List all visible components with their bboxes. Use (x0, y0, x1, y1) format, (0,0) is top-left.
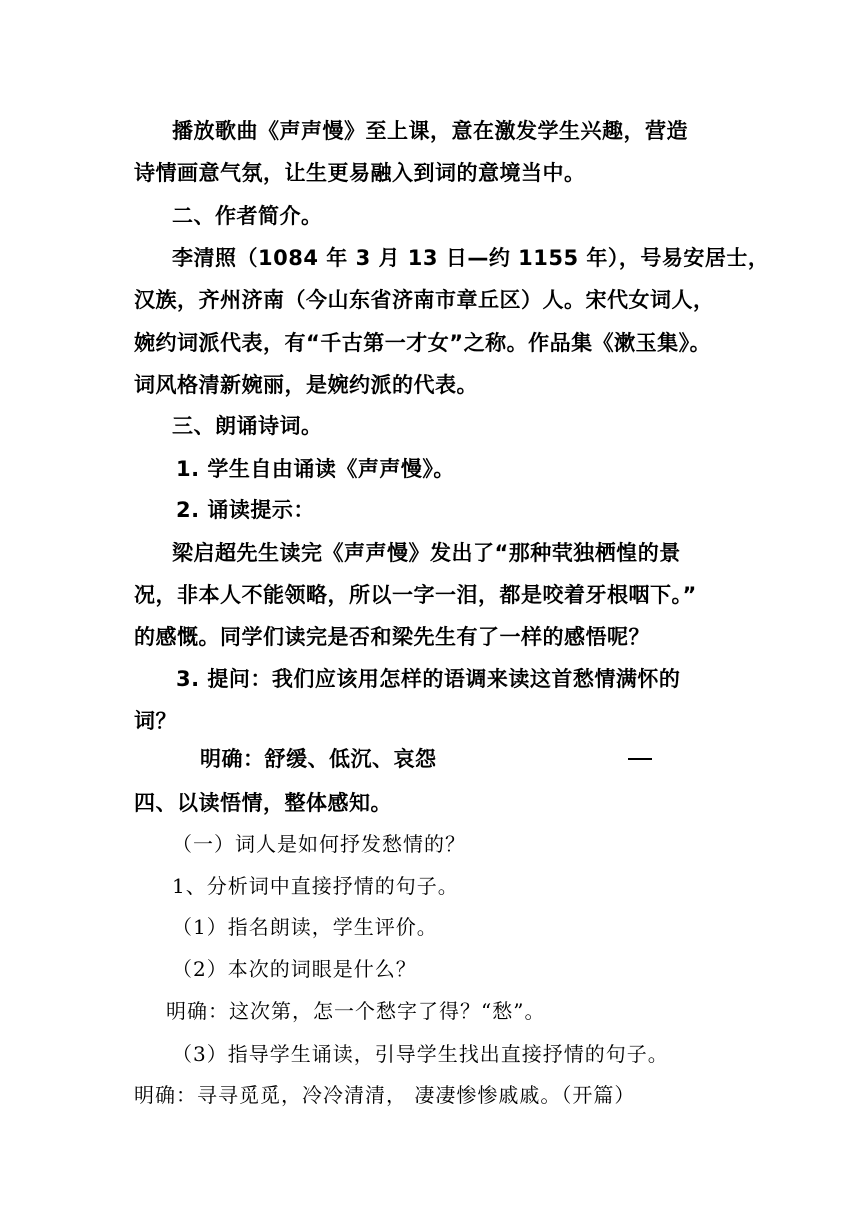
paragraph1-line1: 播放歌曲《声声慢》至上课，意在激发学生兴趣，营造 (172, 119, 688, 143)
section2-heading: 二、作者简介。 (172, 204, 323, 228)
recite-answer: 明确：舒缓、低沉、哀怨 (200, 747, 437, 771)
author-intro-line4: 词风格清新婉丽，是婉约派的代表。 (134, 373, 478, 397)
recite-tip-line2: 况，非本人不能领略，所以一字一泪，都是咬着牙根咽下。” (134, 583, 697, 607)
recite-item2: 2. 诵读提示： (176, 498, 315, 522)
recite-tip-line3: 的感慨。同学们读完是否和梁先生有了一样的感悟呢？ (134, 625, 650, 649)
recite-item1: 1. 学生自由诵读《声声慢》。 (176, 457, 455, 481)
section4-heading: 四、以读悟情，整体感知。 (134, 791, 392, 815)
section3-heading: 三、朗诵诗词。 (172, 414, 323, 438)
author-intro-line2: 汉族，齐州济南（今山东省济南市章丘区）人。宋代女词人， (134, 288, 715, 312)
author-intro-line3: 婉约词派代表，有“千古第一才女”之称。作品集《漱玉集》。 (134, 331, 712, 355)
paragraph1-line2: 诗情画意气氛，让生更易融入到词的意境当中。 (134, 161, 586, 185)
part1-answer2: 明确：这次第，怎一个愁字了得？“愁”。 (166, 999, 546, 1023)
recite-tip-line1: 梁启超先生读完《声声慢》发出了“那种茕独栖惶的景 (172, 541, 681, 565)
author-intro-line1: 李清照（1084 年 3 月 13 日—约 1155 年），号易安居士， (172, 246, 770, 270)
part1-heading: （一）词人是如何抒发愁情的？ (172, 832, 466, 856)
part1-step2: （2）本次的词眼是什么？ (172, 957, 417, 981)
part1-step1: （1）指名朗读，学生评价。 (172, 915, 438, 939)
part1-sub1: 1、分析词中直接抒情的句子。 (172, 874, 459, 898)
dash-rule (628, 758, 652, 760)
part1-step3: （3）指导学生诵读，引导学生找出直接抒情的句子。 (172, 1042, 669, 1066)
recite-item3-line2: 词？ (134, 709, 177, 733)
recite-item3-line1: 3. 提问：我们应该用怎样的语调来读这首愁情满怀的 (176, 667, 681, 691)
part1-answer3: 明确：寻寻觅觅，冷冷清清， 凄凄惨惨戚戚。（开篇） (134, 1083, 636, 1107)
